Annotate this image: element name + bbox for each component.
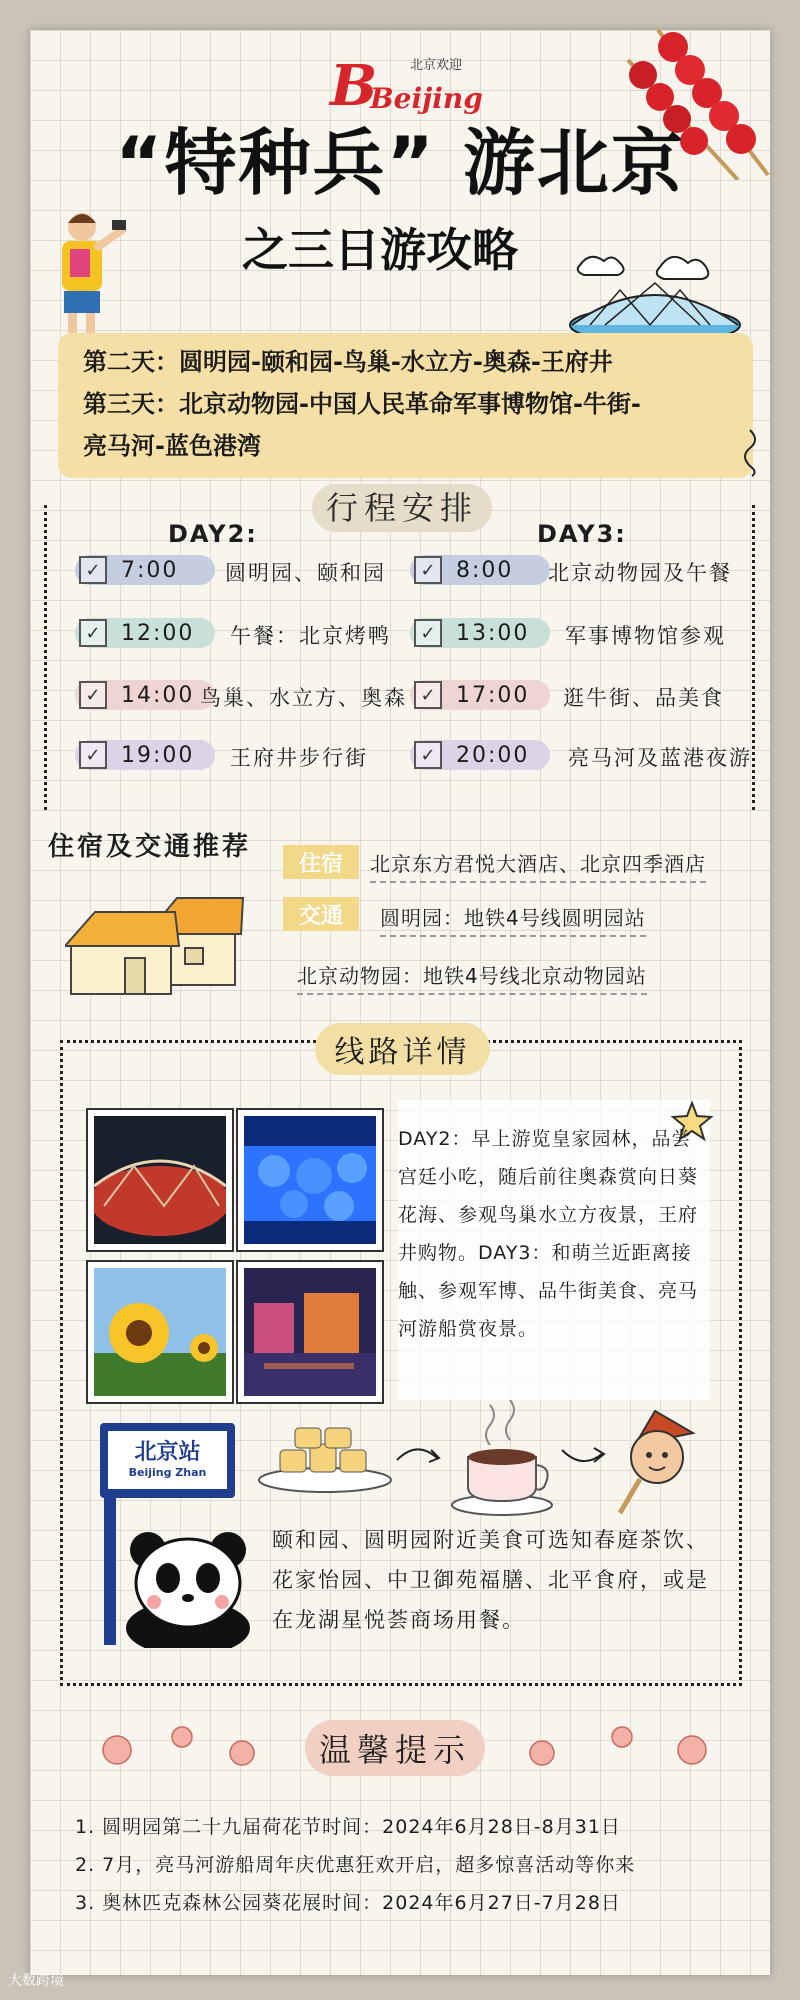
activity-label: 北京动物园及午餐 [548, 561, 732, 585]
squiggle-decoration [738, 428, 762, 478]
time-label: 7:00 [121, 557, 179, 583]
watermark: 大数跨境 [8, 1973, 64, 1989]
tip-2: 2. 7月，亮马河游船周年庆优惠狂欢开启，超多惊喜活动等你来 [75, 1854, 636, 1876]
activity-label: 亮马河及蓝港夜游 [568, 746, 752, 770]
time-label: 12:00 [121, 620, 195, 646]
station-sign-cn: 北京站 [134, 1440, 201, 1465]
day2-label: DAY2: [168, 520, 258, 548]
time-pill [75, 680, 215, 710]
beijing-logo: B Beijing 北京欢迎 [330, 53, 483, 119]
activity-label: 圆明园、颐和园 [225, 561, 386, 585]
checkbox-icon: ✓ [79, 619, 107, 647]
time-label: 20:00 [456, 742, 530, 768]
checkbox-icon: ✓ [79, 741, 107, 769]
tip-3: 3. 奥林匹克森林公园葵花展时间：2024年6月27日-7月28日 [75, 1892, 621, 1914]
lodging-title: 住宿及交通推荐 [48, 832, 252, 862]
sunflower-photo [88, 1262, 232, 1402]
summary-day3: 第三天：北京动物园-中国人民革命军事博物馆-牛街- [83, 390, 641, 418]
summary-band [58, 333, 753, 478]
brand-word: Beijing [370, 82, 483, 115]
activity-label: 王府井步行街 [230, 746, 368, 770]
time-pill [75, 740, 215, 770]
time-pill [410, 740, 550, 770]
tip-1: 1. 圆明园第二十九届荷花节时间：2024年6月28日-8月31日 [75, 1816, 621, 1838]
tips-title: 温馨提示 [305, 1720, 485, 1776]
birds-nest-photo [88, 1110, 232, 1250]
main-title: “特种兵” 游北京 [115, 121, 685, 205]
water-cube-photo [238, 1110, 382, 1250]
panda-illustration [118, 1528, 258, 1648]
liangma-river-photo [238, 1262, 382, 1402]
activity-label: 军事博物馆参观 [565, 624, 726, 648]
summary-day2: 第二天：圆明园-颐和园-鸟巢-水立方-奥森-王府井 [83, 348, 613, 376]
tea-cup-illustration [450, 1395, 560, 1520]
station-sign [100, 1423, 235, 1498]
house-illustration [65, 890, 245, 1000]
time-label: 13:00 [456, 620, 530, 646]
stay-text: 北京东方君悦大酒店、北京四季酒店 [370, 848, 706, 883]
itinerary-frame-left [44, 505, 47, 810]
day3-label: DAY3: [537, 520, 627, 548]
activity-label: 鸟巢、水立方、奥森 [200, 686, 407, 710]
birds-nest-illustration [560, 245, 750, 335]
checkbox-icon: ✓ [414, 681, 442, 709]
time-pill [410, 680, 550, 710]
time-label: 8:00 [456, 557, 514, 583]
time-pill [75, 555, 215, 585]
pastry-plate-illustration [255, 1420, 395, 1510]
time-label: 19:00 [121, 742, 195, 768]
traffic-tag: 交通 [283, 897, 359, 931]
time-label: 14:00 [121, 682, 195, 708]
character-pop-illustration [605, 1405, 705, 1520]
checkbox-icon: ✓ [79, 681, 107, 709]
route-note-text: DAY2：早上游览皇家园林，品尝宫廷小吃，随后前往奥森赏向日葵花海、参观鸟巢水立方夜景，王府井购物。DAY3：和萌兰近距离接触、参观军博、品牛街美食、亮马河游船赏夜景。 [398, 1128, 699, 1340]
time-label: 17:00 [456, 682, 530, 708]
activity-label: 午餐：北京烤鸭 [230, 624, 391, 648]
arrow-icon [395, 1440, 445, 1470]
checkbox-icon: ✓ [414, 619, 442, 647]
route-title: 线路详情 [315, 1023, 490, 1075]
traffic-text-1: 圆明园：地铁4号线圆明园站 [380, 902, 646, 937]
time-pill [410, 618, 550, 648]
traveler-illustration [40, 205, 130, 350]
checkbox-icon: ✓ [414, 556, 442, 584]
food-recommendation-text: 颐和园、圆明园附近美食可选知春庭茶饮、花家怡园、中卫御苑福膳、北平食府，或是在龙湖星悦荟商场用餐。 [272, 1528, 709, 1632]
traffic-text-2: 北京动物园：地铁4号线北京动物园站 [297, 960, 647, 995]
station-sign-en: Beijing Zhan [128, 1466, 207, 1479]
sub-title: 之三日游攻略 [242, 223, 518, 277]
checkbox-icon: ✓ [79, 556, 107, 584]
time-pill [75, 618, 215, 648]
sign-pole [104, 1495, 116, 1645]
activity-label: 逛牛街、品美食 [563, 686, 724, 710]
itinerary-title: 行程安排 [312, 484, 492, 532]
checkbox-icon: ✓ [414, 741, 442, 769]
stay-tag: 住宿 [283, 845, 359, 879]
arrow-icon-2 [560, 1440, 610, 1470]
brand-small-text: 北京欢迎 [410, 58, 463, 73]
itinerary-frame-right [752, 505, 755, 810]
time-pill [410, 555, 550, 585]
summary-day3-cont: 亮马河-蓝色港湾 [83, 432, 261, 460]
